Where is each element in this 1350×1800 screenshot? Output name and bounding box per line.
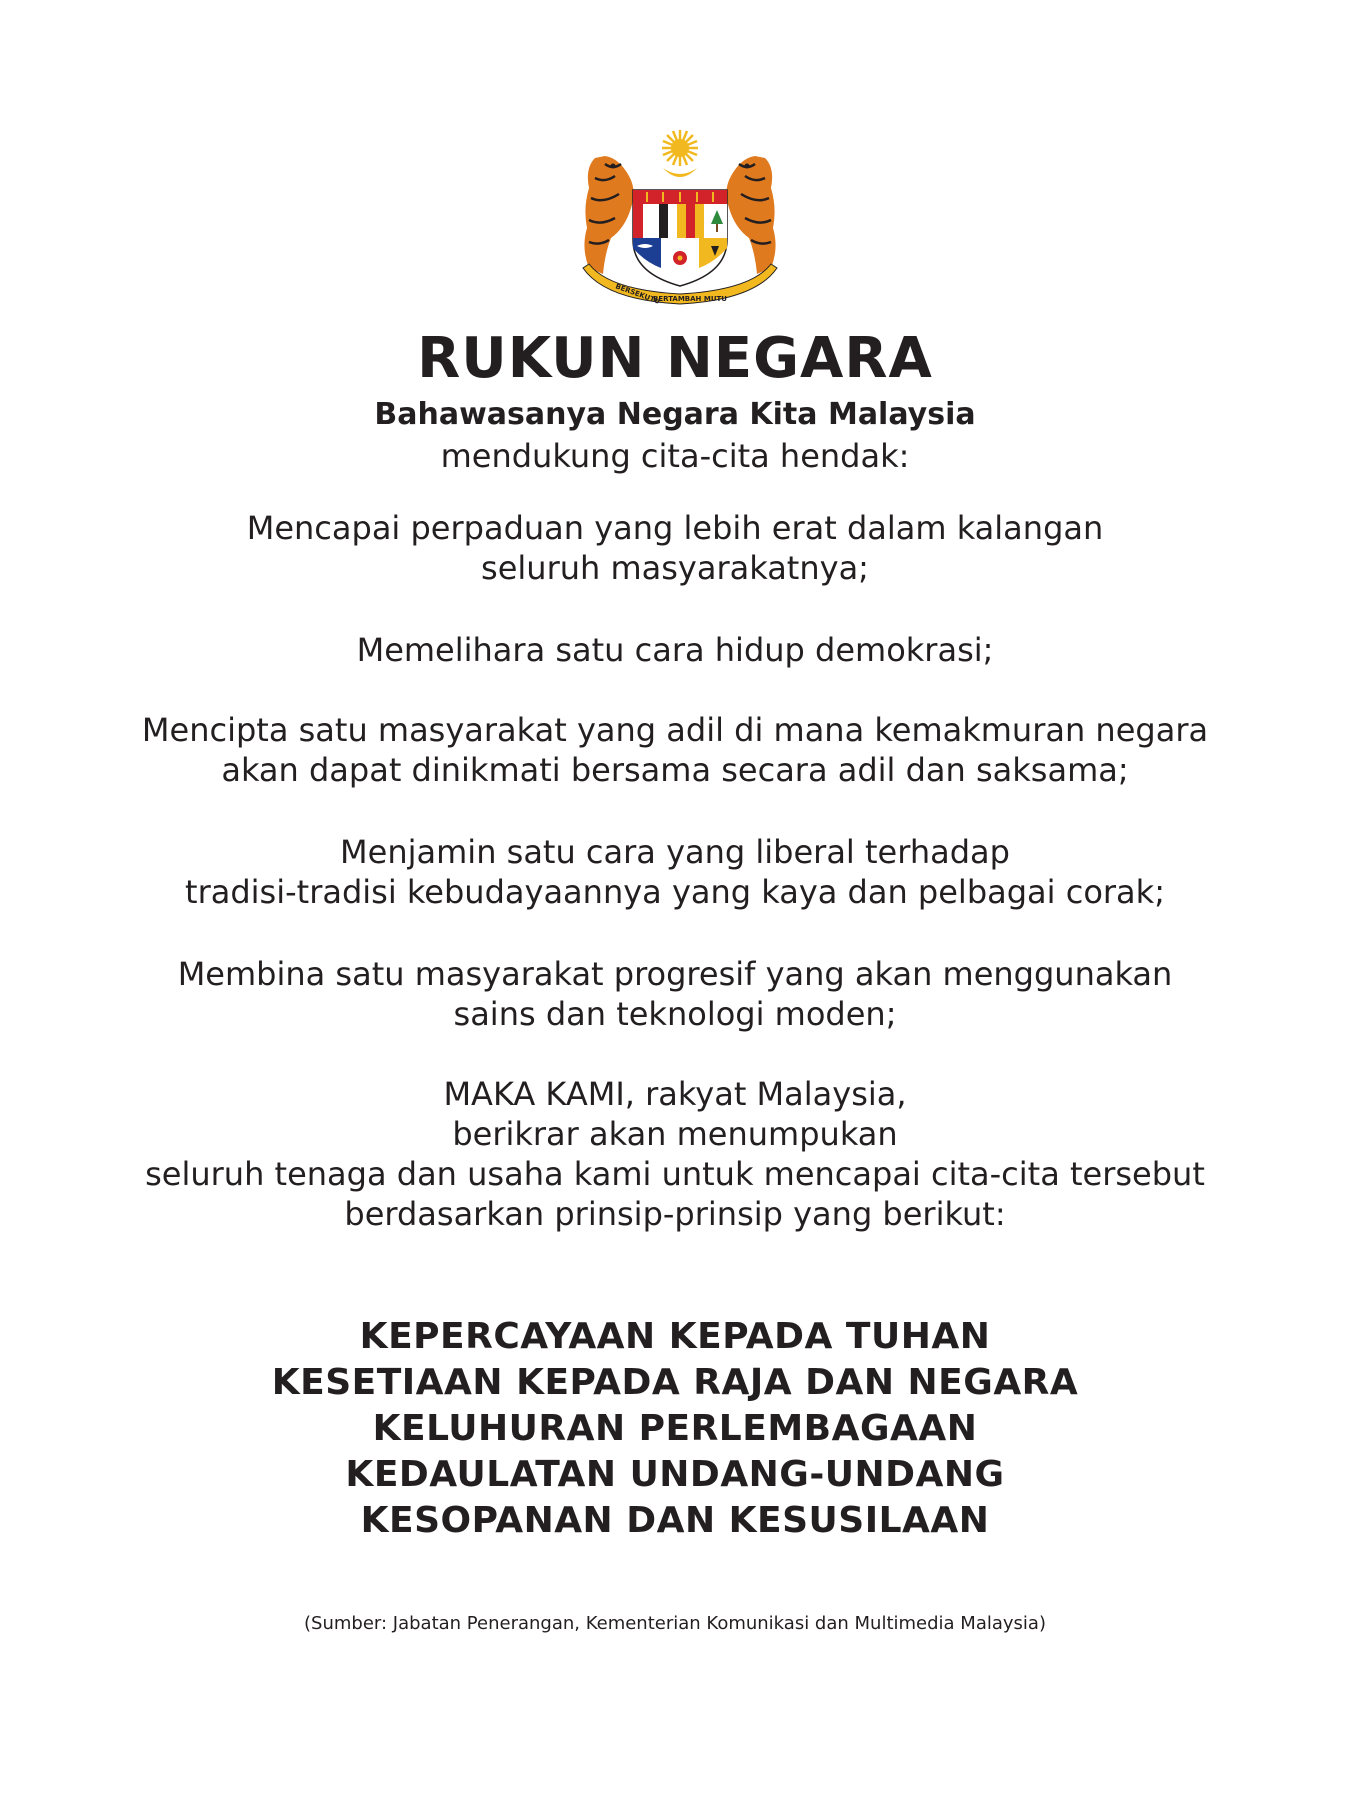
left-tiger-icon (584, 156, 633, 274)
aspiration-line: akan dapat dinikmati bersama secara adil dan saksama; (221, 751, 1129, 789)
source-note: (Sumber: Jabatan Penerangan, Kementerian Komunikasi dan Multimedia Malaysia) (304, 1613, 1046, 1634)
pledge-line: berikrar akan menumpukan (452, 1115, 898, 1153)
aspiration-line: Memelihara satu cara hidup demokrasi; (356, 631, 994, 669)
star-icon (662, 130, 698, 166)
motto-left-text: BERSEKUTU (614, 282, 662, 306)
principle-item: KESOPANAN DAN KESUSILAAN (360, 1500, 990, 1541)
aspiration-4 (0, 832, 1350, 912)
pledge (0, 1074, 1350, 1234)
right-tiger-icon (726, 156, 775, 274)
coat-of-arms-logo (575, 128, 785, 306)
principle-item: KEDAULATAN UNDANG-UNDANG (345, 1454, 1005, 1495)
aspiration-3 (0, 710, 1350, 790)
aspiration-line: Menjamin satu cara yang liberal terhadap (340, 833, 1010, 871)
aspiration-2 (0, 630, 1350, 670)
motto-right-text: BERTAMBAH MUTU (653, 295, 727, 303)
pledge-line: seluruh tenaga dan usaha kami untuk mencapai cita-cita tersebut (145, 1155, 1205, 1193)
pledge-line: berdasarkan prinsip-prinsip yang berikut: (344, 1195, 1006, 1233)
aspiration-5 (0, 954, 1350, 1034)
aspiration-line: sains dan teknologi moden; (453, 995, 897, 1033)
principle-item: KELUHURAN PERLEMBAGAAN (372, 1408, 978, 1449)
principle-item: KESETIAAN KEPADA RAJA DAN NEGARA (271, 1362, 1079, 1403)
aspiration-line: Membina satu masyarakat progresif yang akan menggunakan (177, 955, 1173, 993)
aspiration-line: Mencapai perpaduan yang lebih erat dalam kalangan (246, 509, 1104, 547)
page-title: RUKUN NEGARA (417, 326, 933, 391)
principle-item: KEPERCAYAAN KEPADA TUHAN (359, 1316, 991, 1357)
shield-icon (633, 190, 727, 286)
subtitle: Bahawasanya Negara Kita Malaysia (374, 397, 976, 432)
aspiration-line: tradisi-tradisi kebudayaannya yang kaya dan pelbagai corak; (185, 873, 1165, 911)
aspiration-line: Mencipta satu masyarakat yang adil di mana kemakmuran negara (141, 711, 1209, 749)
principles-list (0, 1314, 1350, 1544)
aspiration-line: seluruh masyarakatnya; (481, 549, 869, 587)
aspiration-1 (0, 508, 1350, 588)
crescent-icon (663, 168, 697, 177)
pledge-line: MAKA KAMI, rakyat Malaysia, (443, 1075, 907, 1113)
intro-text: mendukung cita-cita hendak: (440, 437, 910, 475)
